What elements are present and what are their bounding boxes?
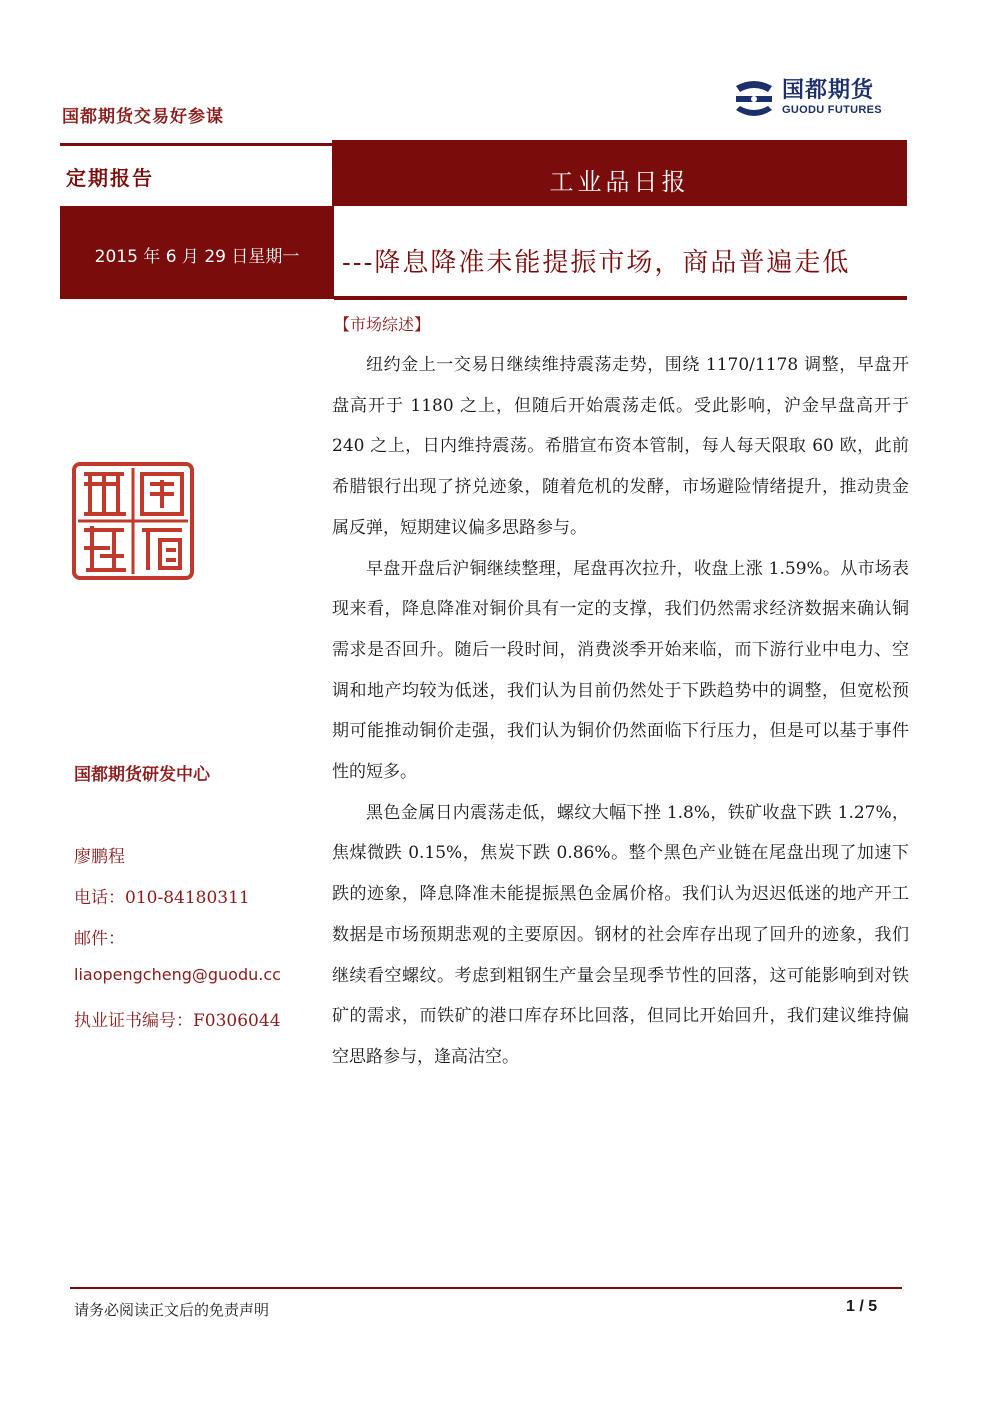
paragraph-gold: 纽约金上一交易日继续维持震荡走势，围绕 1170/1178 调整，早盘开盘高开于 1180 之上，但随后开始震荡走低。受此影响，沪金早盘高开于 240 之上，日内维持震荡。希腊宣布资本管制，每人每天限取 60 欧，此前希腊银行出现了挤兑迹象，随着危机的发酵，市场避险情绪提升，推动贵金属反弹，短期建议偏多思路参与。 xyxy=(332,355,909,538)
section-title: 【市场综述】 xyxy=(334,315,431,334)
logo-cn-text: 国都期货 xyxy=(782,78,875,103)
email-label: 邮件： xyxy=(74,929,125,949)
logo-en-text: GUODU FUTURES xyxy=(782,104,882,116)
analyst-email[interactable]: liaopengcheng@guodu.cc xyxy=(74,965,281,984)
company-logo xyxy=(732,76,904,120)
paragraph-ferrous: 黑色金属日内震荡走低，螺纹大幅下挫 1.8%，铁矿收盘下跌 1.27%，焦煤微跌 0.15%，焦炭下跌 0.86%。整个黑色产业链在尾盘出现了加速下跌的迹象，降息降准未能提振黑色金属价格。我们认为迟迟低迷的地产开工数据是市场预期悲观的主要原因。钢材的社会库存出现了回升的迹象，我们继续看空螺纹。考虑到粗钢生产量会呈现季节性的回落，这可能影响到对铁矿的需求，而铁矿的港口库存环比回落，但同比开始回升，我们建议维持偏空思路参与，逢高沽空。 xyxy=(332,802,909,1067)
header-divider xyxy=(334,296,907,300)
research-center: 国都期货研发中心 xyxy=(74,765,210,785)
headline-box xyxy=(334,206,907,296)
guodu-logo-icon xyxy=(732,78,776,118)
seal-stamp-icon xyxy=(70,460,196,582)
report-title: 工业品日报 xyxy=(549,168,690,196)
license-number: 执业证书编号：F0306044 xyxy=(74,1011,281,1031)
report-type-box xyxy=(60,143,332,205)
date-box xyxy=(60,206,334,299)
paragraph-copper: 早盘开盘后沪铜继续整理，尾盘再次拉升，收盘上涨 1.59%。从市场表现来看，降息降准对铜价具有一定的支撑，我们仍然需求经济数据来确认铜需求是否回升。随后一段时间，消费淡季开始来临，而下游行业中电力、空调和地产均较为低迷，我们认为目前仍然处于下跌趋势中的调整，但宽松预期可能推动铜价走强，我们认为铜价仍然面临下行压力，但是可以基于事件性的短多。 xyxy=(332,558,909,783)
page-number: 1 / 5 xyxy=(846,1298,878,1315)
report-title-box xyxy=(332,140,907,206)
article-body xyxy=(332,345,909,1078)
report-date: 2015 年 6 月 29 日星期一 xyxy=(94,247,300,267)
report-type: 定期报告 xyxy=(66,166,154,190)
disclaimer-note: 请务必阅读正文后的免责声明 xyxy=(74,1301,270,1319)
analyst-name: 廖鹏程 xyxy=(74,847,125,867)
headline: ---降息降准未能提振市场，商品普遍走低 xyxy=(342,248,851,278)
analyst-phone: 电话：010-84180311 xyxy=(74,888,250,908)
footer-divider xyxy=(70,1287,902,1289)
tagline: 国都期货交易好参谋 xyxy=(62,107,224,127)
